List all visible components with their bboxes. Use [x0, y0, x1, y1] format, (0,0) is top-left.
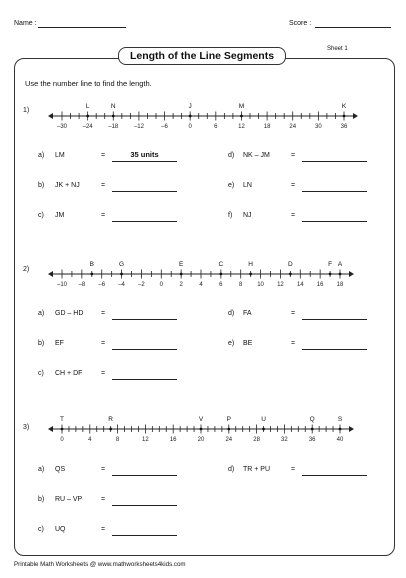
- tick-label: 8: [115, 437, 120, 443]
- point-label: F: [328, 261, 333, 268]
- question-expression: NK – JM: [243, 152, 270, 159]
- answer-line[interactable]: [112, 161, 177, 162]
- arrow-right-icon: [353, 113, 358, 119]
- answer-line[interactable]: [302, 161, 367, 162]
- question-expression: GD – HD: [55, 310, 84, 317]
- question-expression: NJ: [243, 212, 252, 219]
- tick-label: 0: [159, 282, 163, 288]
- equals-sign: =: [101, 466, 106, 473]
- answer-line[interactable]: [302, 221, 367, 222]
- question-letter: a): [38, 466, 45, 473]
- equals-sign: =: [291, 340, 296, 347]
- tick-label: 18: [263, 124, 271, 130]
- tick-label: 24: [225, 437, 233, 443]
- point-label: M: [238, 103, 245, 110]
- answer-line[interactable]: [302, 349, 367, 350]
- point-label: T: [60, 416, 64, 423]
- answer-line[interactable]: [302, 475, 367, 476]
- equals-sign: =: [291, 182, 296, 189]
- equals-sign: =: [101, 526, 106, 533]
- point-label: L: [85, 103, 90, 110]
- tick-label: 12: [277, 282, 284, 288]
- score-label: Score :: [289, 20, 312, 27]
- tick-label: 8: [239, 282, 243, 288]
- worksheet-title: Length of the Line Segments: [118, 47, 286, 65]
- equals-sign: =: [291, 152, 296, 159]
- name-label: Name :: [14, 20, 37, 27]
- equals-sign: =: [101, 310, 106, 317]
- tick-label: 28: [253, 437, 260, 443]
- problem-2-number: 2): [23, 266, 30, 273]
- tick-label: –30: [56, 124, 68, 130]
- answer-value: 35 units: [130, 150, 159, 159]
- arrow-left-icon: [48, 113, 53, 119]
- answer-line[interactable]: [112, 349, 177, 350]
- tick-label: 30: [315, 124, 322, 130]
- point-marker: [339, 273, 342, 276]
- question-letter: b): [38, 182, 45, 189]
- point-marker: [219, 273, 222, 276]
- tick-label: –10: [56, 282, 68, 288]
- tick-label: 32: [281, 437, 288, 443]
- number-line-3: [40, 411, 360, 447]
- point-label: S: [337, 416, 343, 423]
- answer-line[interactable]: [302, 319, 367, 320]
- tick-label: 12: [142, 437, 149, 443]
- question-expression: RU – VP: [55, 496, 83, 503]
- tick-label: 36: [340, 124, 348, 130]
- point-label: R: [108, 416, 114, 423]
- tick-label: 4: [199, 282, 203, 288]
- point-marker: [262, 428, 265, 431]
- point-marker: [86, 115, 89, 118]
- tick-label: –24: [82, 124, 93, 130]
- tick-label: 0: [60, 437, 64, 443]
- point-label: N: [110, 103, 116, 110]
- question-letter: c): [38, 370, 44, 377]
- point-label: C: [218, 261, 224, 268]
- point-marker: [289, 273, 292, 276]
- tick-label: –18: [108, 124, 119, 130]
- question-letter: c): [38, 526, 44, 533]
- answer-line[interactable]: [112, 475, 177, 476]
- point-label: J: [188, 103, 192, 110]
- problem-3-number: 3): [23, 424, 30, 431]
- arrow-right-icon: [349, 426, 354, 432]
- footer-text: Printable Math Worksheets @ www.mathworksheets4kids.com: [14, 561, 186, 568]
- tick-label: –6: [161, 124, 168, 130]
- tick-label: 2: [179, 282, 183, 288]
- point-marker: [339, 428, 342, 431]
- tick-label: –8: [78, 282, 86, 288]
- name-field[interactable]: [38, 27, 126, 28]
- tick-label: 24: [289, 124, 297, 130]
- tick-label: 18: [336, 282, 344, 288]
- tick-label: 6: [219, 282, 223, 288]
- tick-label: –4: [118, 282, 125, 288]
- point-label: D: [288, 261, 293, 268]
- point-marker: [249, 273, 252, 276]
- question-letter: d): [228, 466, 235, 473]
- tick-label: 6: [214, 124, 218, 130]
- arrow-left-icon: [48, 426, 53, 432]
- equals-sign: =: [101, 182, 106, 189]
- point-marker: [189, 115, 192, 118]
- point-label: A: [337, 261, 343, 268]
- question-letter: d): [228, 310, 235, 317]
- arrow-right-icon: [349, 271, 354, 277]
- tick-label: 20: [197, 437, 205, 443]
- point-marker: [109, 428, 112, 431]
- question-letter: e): [228, 340, 235, 347]
- point-marker: [180, 273, 183, 276]
- question-letter: a): [38, 310, 45, 317]
- equals-sign: =: [101, 340, 106, 347]
- point-label: P: [226, 416, 231, 423]
- number-line-1: [40, 98, 360, 134]
- equals-sign: =: [101, 152, 106, 159]
- point-label: E: [178, 261, 184, 268]
- point-marker: [343, 115, 346, 118]
- point-label: B: [89, 261, 94, 268]
- question-letter: b): [38, 496, 45, 503]
- point-marker: [61, 428, 64, 431]
- question-expression: FA: [243, 310, 252, 317]
- question-letter: b): [38, 340, 45, 347]
- point-marker: [112, 115, 115, 118]
- equals-sign: =: [101, 496, 106, 503]
- point-marker: [329, 273, 332, 276]
- equals-sign: =: [101, 212, 106, 219]
- equals-sign: =: [291, 212, 296, 219]
- answer-line[interactable]: [302, 191, 367, 192]
- tick-label: 0: [188, 124, 192, 130]
- equals-sign: =: [101, 370, 106, 377]
- answer-line[interactable]: [112, 191, 177, 192]
- question-expression: QS: [55, 466, 66, 473]
- answer-line[interactable]: [112, 319, 177, 320]
- tick-label: 16: [316, 282, 324, 288]
- equals-sign: =: [291, 466, 296, 473]
- tick-label: 12: [238, 124, 245, 130]
- point-label: H: [248, 261, 253, 268]
- point-marker: [240, 115, 243, 118]
- point-label: K: [341, 103, 347, 110]
- point-marker: [200, 428, 203, 431]
- question-expression: BE: [243, 340, 253, 347]
- question-expression: LM: [55, 152, 65, 159]
- score-field[interactable]: [315, 27, 391, 28]
- question-expression: LN: [243, 182, 252, 189]
- answer-line[interactable]: [112, 221, 177, 222]
- point-marker: [90, 273, 93, 276]
- tick-label: 14: [296, 282, 304, 288]
- tick-label: 16: [169, 437, 177, 443]
- point-label: V: [198, 416, 204, 423]
- point-label: G: [119, 261, 125, 268]
- arrow-left-icon: [48, 271, 53, 277]
- problem-1-number: 1): [23, 107, 30, 114]
- question-expression: JK + NJ: [55, 182, 80, 189]
- tick-label: –2: [138, 282, 145, 288]
- answer-line[interactable]: [112, 505, 177, 506]
- question-letter: d): [228, 152, 235, 159]
- tick-label: –6: [98, 282, 106, 288]
- number-line-2: [40, 256, 360, 292]
- instruction-text: Use the number line to find the length.: [25, 79, 152, 88]
- question-letter: e): [228, 182, 235, 189]
- tick-label: 36: [308, 437, 316, 443]
- question-expression: JM: [55, 212, 65, 219]
- point-marker: [120, 273, 123, 276]
- point-marker: [227, 428, 230, 431]
- tick-label: –12: [133, 124, 144, 130]
- answer-line[interactable]: [112, 379, 177, 380]
- point-marker: [311, 428, 314, 431]
- question-letter: c): [38, 212, 44, 219]
- tick-label: 10: [257, 282, 264, 288]
- question-expression: CH + DF: [55, 370, 83, 377]
- tick-label: 4: [88, 437, 92, 443]
- tick-label: 40: [336, 437, 344, 443]
- point-label: U: [261, 416, 266, 423]
- point-label: Q: [309, 416, 315, 423]
- question-expression: EF: [55, 340, 64, 347]
- question-letter: f): [228, 212, 233, 219]
- question-expression: UQ: [55, 526, 66, 533]
- question-expression: TR + PU: [243, 466, 271, 473]
- equals-sign: =: [291, 310, 296, 317]
- answer-line[interactable]: [112, 535, 177, 536]
- question-letter: a): [38, 152, 45, 159]
- sheet-label: Sheet 1: [327, 46, 348, 52]
